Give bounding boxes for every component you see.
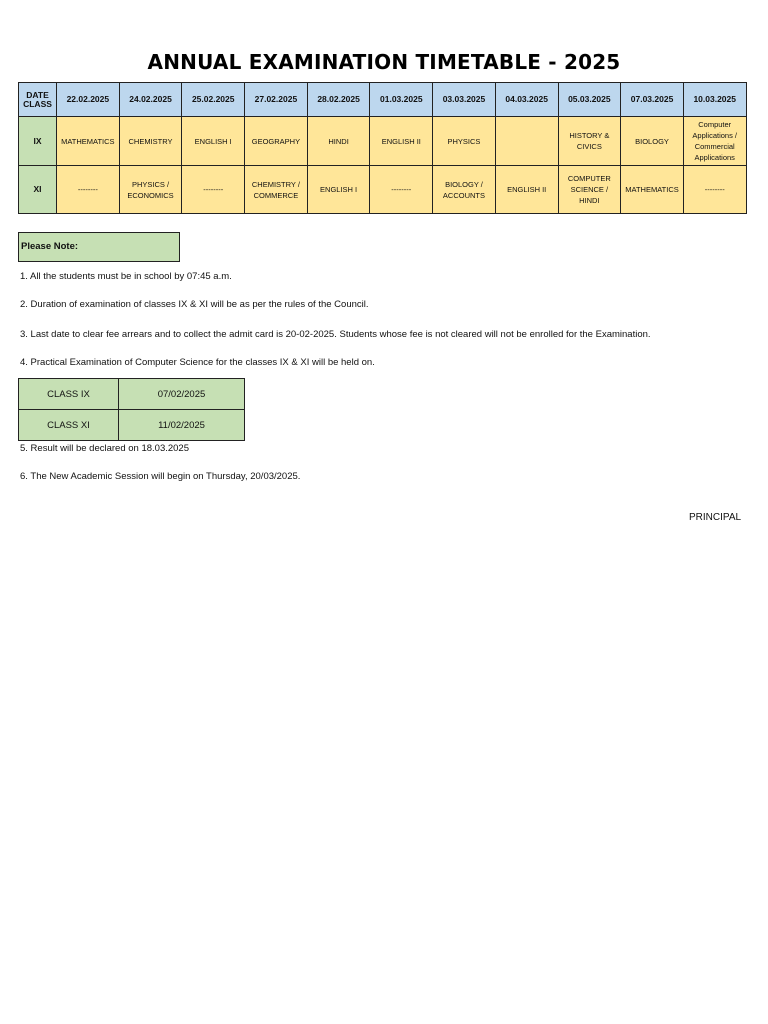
subject-cell: HISTORY & CIVICS xyxy=(558,117,621,166)
subject-cell: HINDI xyxy=(307,117,370,166)
practical-date: 11/02/2025 xyxy=(119,410,245,441)
subject-cell: ENGLISH II xyxy=(370,117,433,166)
please-note-heading: Please Note: xyxy=(18,232,180,262)
page-title: ANNUAL EXAMINATION TIMETABLE - 2025 xyxy=(147,50,621,74)
subject-cell: -------- xyxy=(370,166,433,214)
class-xi-row xyxy=(19,166,747,214)
practical-row xyxy=(19,379,245,410)
subject-cell: PHYSICS / ECONOMICS xyxy=(119,166,182,214)
practical-date: 07/02/2025 xyxy=(119,379,245,410)
subject-cell: ENGLISH I xyxy=(182,117,245,166)
class-label: XI xyxy=(19,166,57,214)
date-header: 27.02.2025 xyxy=(245,83,308,117)
subject-cell: ENGLISH I xyxy=(307,166,370,214)
note-item: 6. The New Academic Session will begin on Thursday, 20/03/2025. xyxy=(20,471,301,482)
subject-cell: -------- xyxy=(57,166,120,214)
subject-cell: COMPUTER SCIENCE / HINDI xyxy=(558,166,621,214)
class-label: IX xyxy=(19,117,57,166)
date-header: 10.03.2025 xyxy=(683,83,746,117)
date-header: 24.02.2025 xyxy=(119,83,182,117)
note-item: 5. Result will be declared on 18.03.2025 xyxy=(20,443,190,454)
date-header: 05.03.2025 xyxy=(558,83,621,117)
note-item: 4. Practical Examination of Computer Science for the classes IX & XI will be held on. xyxy=(20,357,375,368)
timetable-header-row xyxy=(19,83,747,117)
note-item: 2. Duration of examination of classes IX & XI will be as per the rules of the Council. xyxy=(20,299,369,310)
date-header: 22.02.2025 xyxy=(57,83,120,117)
date-header: 25.02.2025 xyxy=(182,83,245,117)
corner-date-label: DATE xyxy=(26,89,49,100)
date-header: 01.03.2025 xyxy=(370,83,433,117)
note-item: 1. All the students must be in school by 07:45 a.m. xyxy=(20,271,232,282)
practical-class: CLASS IX xyxy=(19,379,119,410)
practical-class: CLASS XI xyxy=(19,410,119,441)
subject-cell: ENGLISH II xyxy=(495,166,558,214)
subject-cell: PHYSICS xyxy=(433,117,496,166)
subject-cell xyxy=(495,117,558,166)
practical-exam-table xyxy=(18,378,245,441)
date-header: 07.03.2025 xyxy=(621,83,684,117)
subject-cell: MATHEMATICS xyxy=(621,166,684,214)
timetable xyxy=(18,82,747,214)
principal-signature-label: PRINCIPAL xyxy=(689,512,742,523)
subject-cell: -------- xyxy=(683,166,746,214)
date-header: 28.02.2025 xyxy=(307,83,370,117)
date-class-corner xyxy=(19,83,57,117)
subject-cell: BIOLOGY / ACCOUNTS xyxy=(433,166,496,214)
corner-class-label: CLASS xyxy=(23,98,52,109)
subject-cell: CHEMISTRY / COMMERCE xyxy=(245,166,308,214)
date-header: 03.03.2025 xyxy=(433,83,496,117)
class-ix-row xyxy=(19,117,747,166)
subject-cell: BIOLOGY xyxy=(621,117,684,166)
subject-cell: CHEMISTRY xyxy=(119,117,182,166)
subject-cell: GEOGRAPHY xyxy=(245,117,308,166)
subject-cell: Computer Applications / Commercial Applications xyxy=(683,117,746,166)
note-item: 3. Last date to clear fee arrears and to collect the admit card is 20-02-2025. Students whose fee is not cleared will not be enrolled for the Examination. xyxy=(20,329,651,340)
subject-cell: -------- xyxy=(182,166,245,214)
practical-row xyxy=(19,410,245,441)
subject-cell: MATHEMATICS xyxy=(57,117,120,166)
date-header: 04.03.2025 xyxy=(495,83,558,117)
